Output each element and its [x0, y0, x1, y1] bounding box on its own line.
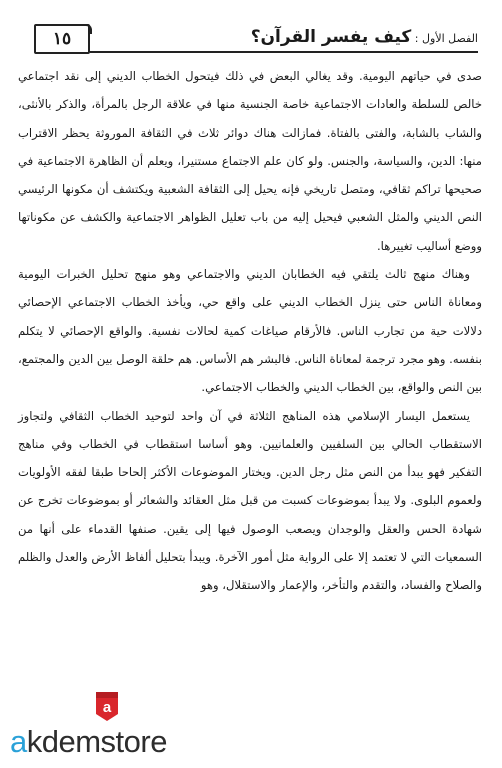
store-watermark-logo — [10, 690, 230, 760]
book-title: كيف يفسر القرآن؟ — [250, 27, 412, 47]
chapter-label: الفصل الأول — [422, 32, 478, 45]
running-header — [34, 24, 478, 58]
header-rule — [90, 51, 478, 53]
page-number-frame — [34, 24, 90, 54]
wordmark-accent: a — [10, 724, 27, 759]
header-separator: : — [411, 32, 423, 45]
body-text — [18, 62, 482, 600]
header-title — [251, 27, 478, 47]
paragraph-2: وهناك منهج ثالث يلتقي فيه الخطابان الديني والاجتماعي وهو منهج تحليل الخبرات اليومية ومعاناة الناس حتى ينزل الخطاب الديني على واقع حي، ويأخذ الخطاب الاجتماعي الإحصائي دلالات حية من تجارب الناس. فالأرقام صياغات كمية لحالات نفسية. والواقع الإحصائي لا يتكلم بنفسه. وهو مجرد ترجمة لمعاناة الناس. فالبشر هم الأساس. هم حلقة الوصل بين الدين والمجتمع، بين النص والواقع، بين الخطاب الديني والخطاب الاجتماعي. — [18, 267, 482, 395]
paragraph-1: صدى في حياتهم اليومية. وقد يغالي البعض في ذلك فيتحول الخطاب الديني إلى نقد اجتماعي خالص للسلطة والعادات الاجتماعية خاصة الجنسية منها في علاقة الرجل بالمرأة، والذكر بالأنثى، والشاب بالشابة، والفتى بالفتاة. فمازالت هناك دوائر ثلاث في الثقافة الموروثة يحظر الاقتراب منها: الدين، والسياسة، والجنس. ولو كان علم الاجتماع مستنيرا، ويعلم أن الظاهرة الاجتماعية في صحيحها تراكم ثقافي، ومتصل تاريخي فإنه يحيل إلى الثقافة الشعبية ويكتشف أن مكونها الرئيسي النص الديني والمثل الشعبي فيحيل إليه من باب تعليل الظواهر الاجتماعية والكشف عن مكوناتها ووضع أساليب تغييرها. — [18, 69, 482, 253]
wordmark-rest: kdemstore — [26, 724, 167, 759]
badge-letter: a — [102, 699, 112, 716]
store-badge-icon — [94, 690, 120, 722]
page-number: ١٥ — [52, 29, 72, 49]
paragraph-3: يستعمل اليسار الإسلامي هذه المناهج الثلاثة في آن واحد لتوحيد الخطاب الثقافي ولتجاوز الاستقطاب الحالي بين السلفيين والعلمانيين. وهو أساسا استقطاب في الخطاب وفي مناهج التفكير فهو يبدأ من النص مثل رجل الدين. ويختار الموضوعات الأكثر إلحاحا طبقا لفقه الأولويات ولعموم البلوى. ولا يبدأ بموضوعات كسبت من قبل مثل العقائد والشعائر أو بموضوعات تخرج عن شهادة الحس والعقل والوجدان ويصعب الوصول فيها إلى يقين. صنفها القدماء على أنها من السمعيات التي لا تعتمد إلا على الرواية مثل أمور الآخرة. ويبدأ بتحليل ألفاظ الأرض والعدل والظلم والصلاح والفساد، والتقدم والتأخر، والإعمار والاستقلال، وهو — [18, 408, 482, 593]
store-wordmark — [10, 724, 167, 760]
